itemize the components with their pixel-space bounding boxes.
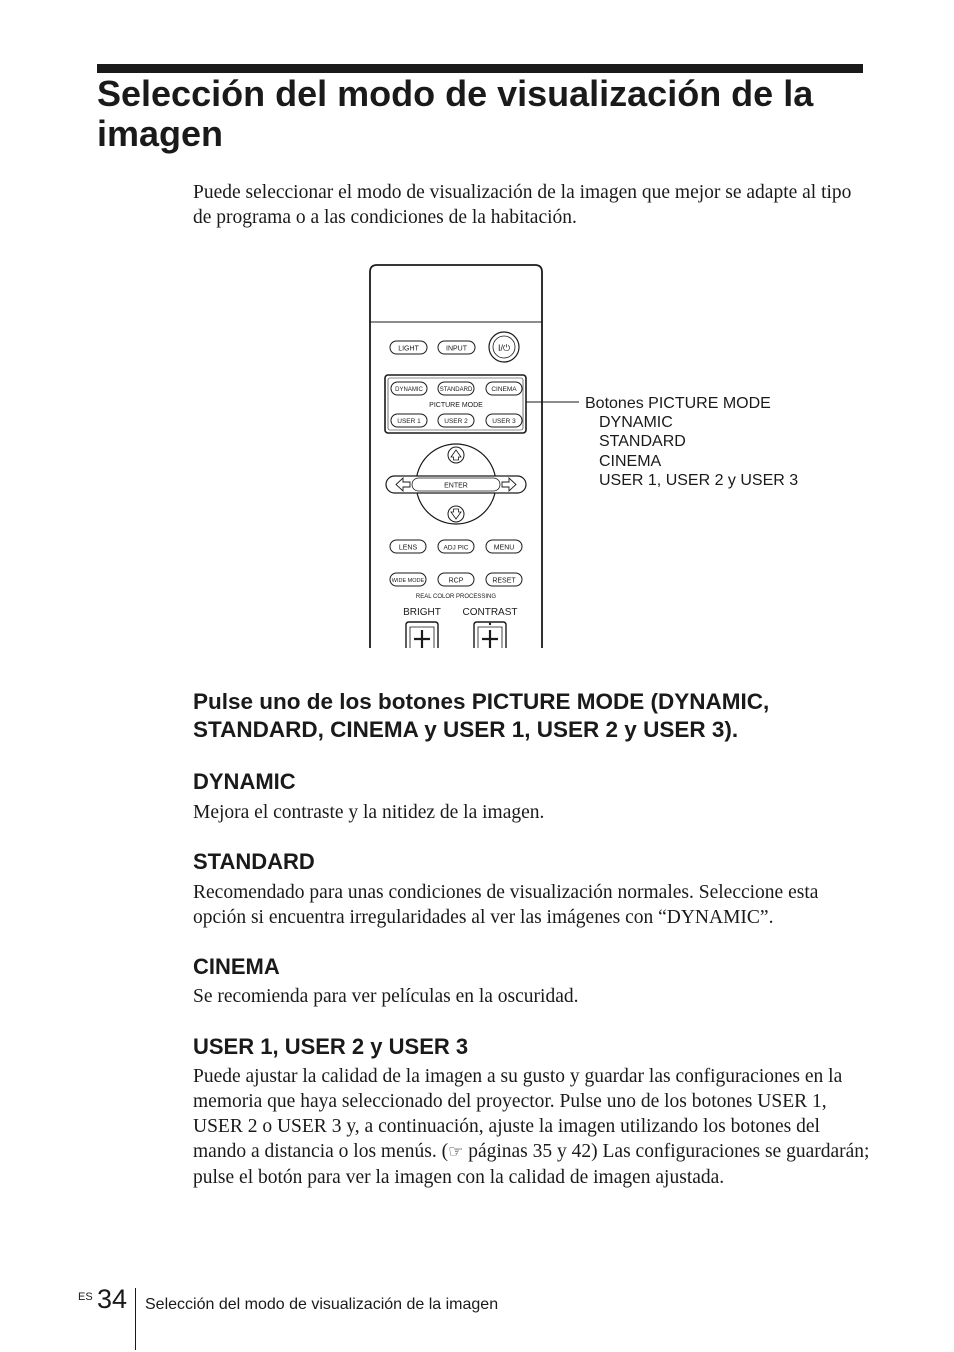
menu-label: MENU xyxy=(493,544,515,552)
wide-mode-label: WIDE MODE xyxy=(391,578,425,584)
cinema-description: Se recomienda para ver películas en la oscuridad. xyxy=(193,986,579,1007)
user3-label: USER 3 xyxy=(492,418,516,425)
page-number: 34 xyxy=(97,1284,128,1314)
footer-divider xyxy=(135,1288,136,1350)
callout-title: Botones PICTURE MODE xyxy=(585,395,771,412)
adj-pic-label: ADJ PIC xyxy=(443,544,469,552)
contrast-plus-icon xyxy=(482,630,498,648)
bright-label: BRIGHT xyxy=(403,607,441,618)
dynamic-description: Mejora el contraste y la nitidez de la imagen. xyxy=(193,802,545,823)
remote-illustration xyxy=(365,262,835,652)
rcp-label: RCP xyxy=(448,577,464,585)
rcp-caption: REAL COLOR PROCESSING xyxy=(415,594,497,600)
user-text-2: páginas 35 y 42) Las configuraciones se guardarán; pulse el botón para ver la imagen con la calidad de imagen ajustada. xyxy=(193,1141,870,1188)
picture-mode-label: PICTURE MODE xyxy=(429,402,483,409)
dynamic-label: DYNAMIC xyxy=(395,387,423,393)
step-heading: Pulse uno de los botones PICTURE MODE (DYNAMIC, STANDARD, CINEMA y USER 1, USER 2 y USER 3). xyxy=(193,689,770,742)
callout-cinema: CINEMA xyxy=(599,453,662,470)
cinema-label: CINEMA xyxy=(491,386,517,393)
page-title: Selección del modo de visualización de la imagen xyxy=(97,73,814,154)
input-label: INPUT xyxy=(446,345,467,353)
page-reference-icon: ☞ xyxy=(448,1142,464,1162)
user-text-1: Puede ajustar la calidad de la imagen a su gusto y guardar las configuraciones en la memoria que haya seleccionado del proyector. Pulse uno de los botones USER 1, USER 2 o USER 3 y, a continuación, ajuste la imagen utilizando los botones del mando a distancia o los menús. ( xyxy=(193,1066,843,1162)
callout-dynamic: DYNAMIC xyxy=(599,414,673,431)
footer-language: ES xyxy=(78,1291,93,1303)
enter-label: ENTER xyxy=(444,482,468,490)
intro-paragraph: Puede seleccionar el modo de visualización de la imagen que mejor se adapte al tipo de programa o a las condiciones de la habitación. xyxy=(193,182,852,228)
bright-plus-icon xyxy=(414,630,430,648)
lens-label: LENS xyxy=(398,544,418,552)
footer-section-title: Selección del modo de visualización de la imagen xyxy=(145,1296,499,1313)
standard-heading: STANDARD xyxy=(193,849,315,874)
dynamic-heading: DYNAMIC xyxy=(193,769,296,794)
callout-standard: STANDARD xyxy=(599,433,686,450)
callout-users: USER 1, USER 2 y USER 3 xyxy=(599,472,799,489)
user1-label: USER 1 xyxy=(397,418,421,425)
user-description xyxy=(193,1064,873,1190)
contrast-label: CONTRAST xyxy=(462,607,518,618)
standard-description: Recomendado para unas condiciones de visualización normales. Seleccione esta opción si encuentra irregularidades al ver las imágenes con “DYNAMIC”. xyxy=(193,882,819,928)
reset-label: RESET xyxy=(492,577,516,585)
standard-label: STANDARD xyxy=(439,387,473,393)
cinema-heading: CINEMA xyxy=(193,954,280,979)
light-label: LIGHT xyxy=(398,345,419,353)
power-icon: I/⏻ xyxy=(497,343,511,353)
title-rule xyxy=(97,64,863,73)
user-heading: USER 1, USER 2 y USER 3 xyxy=(193,1034,469,1059)
user2-label: USER 2 xyxy=(444,418,468,425)
